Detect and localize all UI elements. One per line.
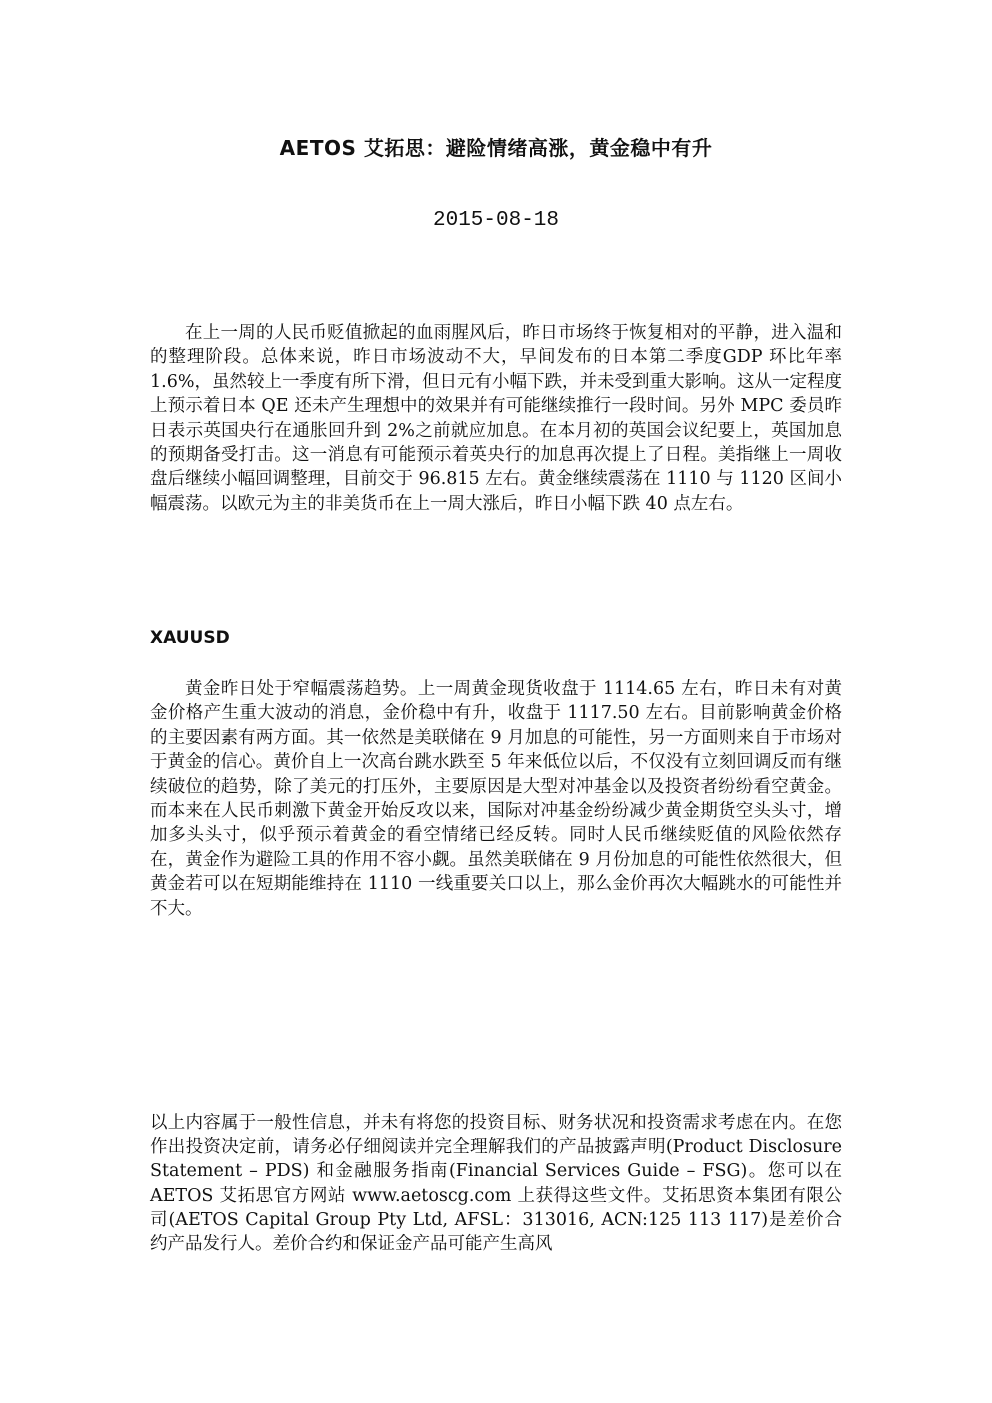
intro-paragraph: 在上一周的人民币贬值掀起的血雨腥风后，昨日市场终于恢复相对的平静，进入温和的整理阶段。总体来说，昨日市场波动不大，早间发布的日本第二季度GDP 环比年率 1.6%，虽然较上一季度有所下滑，但日元有小幅下跌，并未受到重大影响。这从一定程度上预示着日本 QE 还未产生理想中的效果并有可能继续推行一段时间。另外 MPC 委员昨日表示英国央行在通胀回升到 2%之前就应加息。在本月初的英国会议纪要上，英国加息的预期备受打击。这一消息有可能预示着英央行的加息再次提上了日程。美指继上一周收盘后继续小幅回调整理，目前交于 96.815 左右。黄金继续震荡在 1110 与 1120 区间小幅震荡。以欧元为主的非美货币在上一周大涨后，昨日小幅下跌 40 点左右。 [150, 323, 842, 514]
section-heading-xauusd: XAUUSD [150, 628, 230, 648]
document-title: AETOS 艾拓思：避险情绪高涨，黄金稳中有升 [279, 136, 713, 160]
gold-analysis-paragraph: 黄金昨日处于窄幅震荡趋势。上一周黄金现货收盘于 1114.65 左右，昨日未有对黄金价格产生重大波动的消息，金价稳中有升，收盘于 1117.50 左右。目前影响黄金价格的主要因素有两方面。其一依然是美联储在 9 月加息的可能性，另一方面则来自于市场对于黄金的信心。黄价自上一次高台跳水跌至 5 年来低位以后，不仅没有立刻回调反而有继续破位的趋势，除了美元的打压外，主要原因是大型对冲基金以及投资者纷纷看空黄金。而本来在人民币刺激下黄金开始反攻以来，国际对冲基金纷纷减少黄金期货空头头寸，增加多头头寸，似乎预示着黄金的看空情绪已经反转。同时人民币继续贬值的风险依然存在，黄金作为避险工具的作用不容小觑。虽然美联储在 9 月份加息的可能性依然很大，但黄金若可以在短期能维持在 1110 一线重要关口以上，那么金价再次大幅跳水的可能性并不大。 [150, 679, 842, 919]
disclaimer-paragraph: 以上内容属于一般性信息，并未有将您的投资目标、财务状况和投资需求考虑在内。在您作出投资决定前，请务必仔细阅读并完全理解我们的产品披露声明(Product Disclosure Statement – PDS) 和金融服务指南(Financial Services Guide – FSG)。您可以在 AETOS 艾拓思官方网站 www.aetoscg.com 上获得这些文件。艾拓思资本集团有限公司(AETOS Capital Group Pty Ltd, AFSL：313016, ACN:125 113 117)是差价合约产品发行人。差价合约和保证金产品可能产生高风 [150, 1113, 842, 1255]
document-date: 2015-08-18 [432, 209, 560, 232]
